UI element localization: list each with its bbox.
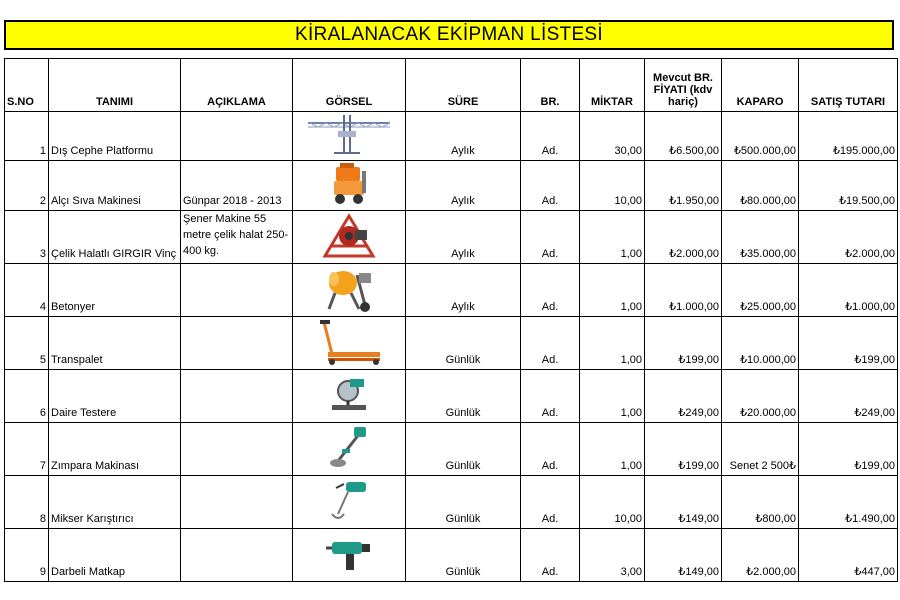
item-period: Günlük xyxy=(406,476,521,529)
item-description xyxy=(181,112,293,161)
item-total: ₺199,00 xyxy=(799,317,898,370)
item-image-cell xyxy=(293,161,406,211)
row-number: 2 xyxy=(5,161,49,211)
header-sno: S.NO xyxy=(5,59,49,112)
row-number: 7 xyxy=(5,423,49,476)
item-deposit: ₺80.000,00 xyxy=(722,161,799,211)
table-row xyxy=(5,211,898,264)
row-number: 4 xyxy=(5,264,49,317)
plaster-machine-icon xyxy=(324,161,374,207)
item-image-cell xyxy=(293,264,406,317)
item-deposit: ₺25.000,00 xyxy=(722,264,799,317)
header-miktar: MİKTAR xyxy=(580,59,645,112)
hammer-drill-icon xyxy=(324,534,374,574)
table-row xyxy=(5,476,898,529)
item-unit-price: ₺2.000,00 xyxy=(645,211,722,264)
row-number: 6 xyxy=(5,370,49,423)
item-description xyxy=(181,264,293,317)
item-total: ₺1.490,00 xyxy=(799,476,898,529)
item-total: ₺2.000,00 xyxy=(799,211,898,264)
item-description: Günpar 2018 - 2013 xyxy=(181,161,293,211)
page-title: KİRALANACAK EKİPMAN LİSTESİ xyxy=(4,20,894,50)
item-quantity: 30,00 xyxy=(580,112,645,161)
item-total: ₺195.000,00 xyxy=(799,112,898,161)
item-quantity: 10,00 xyxy=(580,476,645,529)
table-row xyxy=(5,317,898,370)
item-unit: Ad. xyxy=(521,529,580,582)
item-period: Günlük xyxy=(406,423,521,476)
item-deposit: Senet 2 500₺ xyxy=(722,423,799,476)
item-period: Aylık xyxy=(406,211,521,264)
row-number: 8 xyxy=(5,476,49,529)
item-name: Çelik Halatlı GIRGIR Vinç xyxy=(49,211,181,264)
item-name: Daire Testere xyxy=(49,370,181,423)
header-gorsel: GÖRSEL xyxy=(293,59,406,112)
item-unit: Ad. xyxy=(521,112,580,161)
item-deposit: ₺10.000,00 xyxy=(722,317,799,370)
item-unit: Ad. xyxy=(521,317,580,370)
item-quantity: 1,00 xyxy=(580,264,645,317)
item-total: ₺199,00 xyxy=(799,423,898,476)
drywall-sander-icon xyxy=(326,425,372,471)
item-unit: Ad. xyxy=(521,161,580,211)
item-unit-price: ₺199,00 xyxy=(645,423,722,476)
table-row xyxy=(5,112,898,161)
item-description xyxy=(181,317,293,370)
item-unit-price: ₺249,00 xyxy=(645,370,722,423)
item-unit-price: ₺1.000,00 xyxy=(645,264,722,317)
item-image-cell xyxy=(293,476,406,529)
item-quantity: 1,00 xyxy=(580,211,645,264)
item-unit: Ad. xyxy=(521,476,580,529)
header-kaparo: KAPARO xyxy=(722,59,799,112)
item-name: Alçı Sıva Makinesi xyxy=(49,161,181,211)
item-deposit: ₺20.000,00 xyxy=(722,370,799,423)
item-unit-price: ₺149,00 xyxy=(645,529,722,582)
item-period: Aylık xyxy=(406,112,521,161)
pallet-jack-icon xyxy=(314,318,384,366)
item-quantity: 1,00 xyxy=(580,317,645,370)
item-deposit: ₺35.000,00 xyxy=(722,211,799,264)
item-image-cell xyxy=(293,211,406,264)
item-image-cell xyxy=(293,529,406,582)
row-number: 1 xyxy=(5,112,49,161)
item-name: Betonyer xyxy=(49,264,181,317)
item-image-cell xyxy=(293,370,406,423)
table-row xyxy=(5,264,898,317)
header-satis: SATIŞ TUTARI xyxy=(799,59,898,112)
table-row xyxy=(5,161,898,211)
item-period: Aylık xyxy=(406,264,521,317)
item-unit-price: ₺149,00 xyxy=(645,476,722,529)
winch-icon xyxy=(319,212,379,260)
concrete-mixer-icon xyxy=(321,265,377,313)
miter-saw-icon xyxy=(326,375,372,415)
item-quantity: 1,00 xyxy=(580,370,645,423)
header-br: BR. xyxy=(521,59,580,112)
header-fiyat: Mevcut BR. FİYATI (kdv hariç) xyxy=(645,59,722,112)
item-description: Şener Makine 55 metre çelik halat 250-400 kg. xyxy=(181,211,293,264)
item-period: Günlük xyxy=(406,370,521,423)
item-image-cell xyxy=(293,317,406,370)
item-period: Aylık xyxy=(406,161,521,211)
item-quantity: 10,00 xyxy=(580,161,645,211)
item-deposit: ₺500.000,00 xyxy=(722,112,799,161)
item-period: Günlük xyxy=(406,317,521,370)
item-unit: Ad. xyxy=(521,211,580,264)
item-description xyxy=(181,370,293,423)
item-image-cell xyxy=(293,423,406,476)
item-unit-price: ₺1.950,00 xyxy=(645,161,722,211)
item-name: Darbeli Matkap xyxy=(49,529,181,582)
table-row xyxy=(5,529,898,582)
item-total: ₺19.500,00 xyxy=(799,161,898,211)
item-total: ₺1.000,00 xyxy=(799,264,898,317)
item-name: Dış Cephe Platformu xyxy=(49,112,181,161)
header-tanimi: TANIMI xyxy=(49,59,181,112)
platform-icon xyxy=(304,113,394,157)
item-description xyxy=(181,423,293,476)
row-number: 5 xyxy=(5,317,49,370)
item-name: Mikser Karıştırıcı xyxy=(49,476,181,529)
item-unit: Ad. xyxy=(521,423,580,476)
table-row xyxy=(5,423,898,476)
header-aciklama: AÇIKLAMA xyxy=(181,59,293,112)
item-unit-price: ₺199,00 xyxy=(645,317,722,370)
item-unit: Ad. xyxy=(521,264,580,317)
paddle-mixer-icon xyxy=(326,478,372,524)
row-number: 3 xyxy=(5,211,49,264)
item-unit: Ad. xyxy=(521,370,580,423)
item-name: Zımpara Makinası xyxy=(49,423,181,476)
item-name: Transpalet xyxy=(49,317,181,370)
table-row xyxy=(5,370,898,423)
item-deposit: ₺2.000,00 xyxy=(722,529,799,582)
item-quantity: 3,00 xyxy=(580,529,645,582)
row-number: 9 xyxy=(5,529,49,582)
header-row xyxy=(5,59,898,112)
item-description xyxy=(181,476,293,529)
item-deposit: ₺800,00 xyxy=(722,476,799,529)
item-image-cell xyxy=(293,112,406,161)
equipment-table xyxy=(4,58,898,582)
item-period: Günlük xyxy=(406,529,521,582)
item-quantity: 1,00 xyxy=(580,423,645,476)
item-total: ₺249,00 xyxy=(799,370,898,423)
item-unit-price: ₺6.500,00 xyxy=(645,112,722,161)
item-total: ₺447,00 xyxy=(799,529,898,582)
item-description xyxy=(181,529,293,582)
header-sure: SÜRE xyxy=(406,59,521,112)
